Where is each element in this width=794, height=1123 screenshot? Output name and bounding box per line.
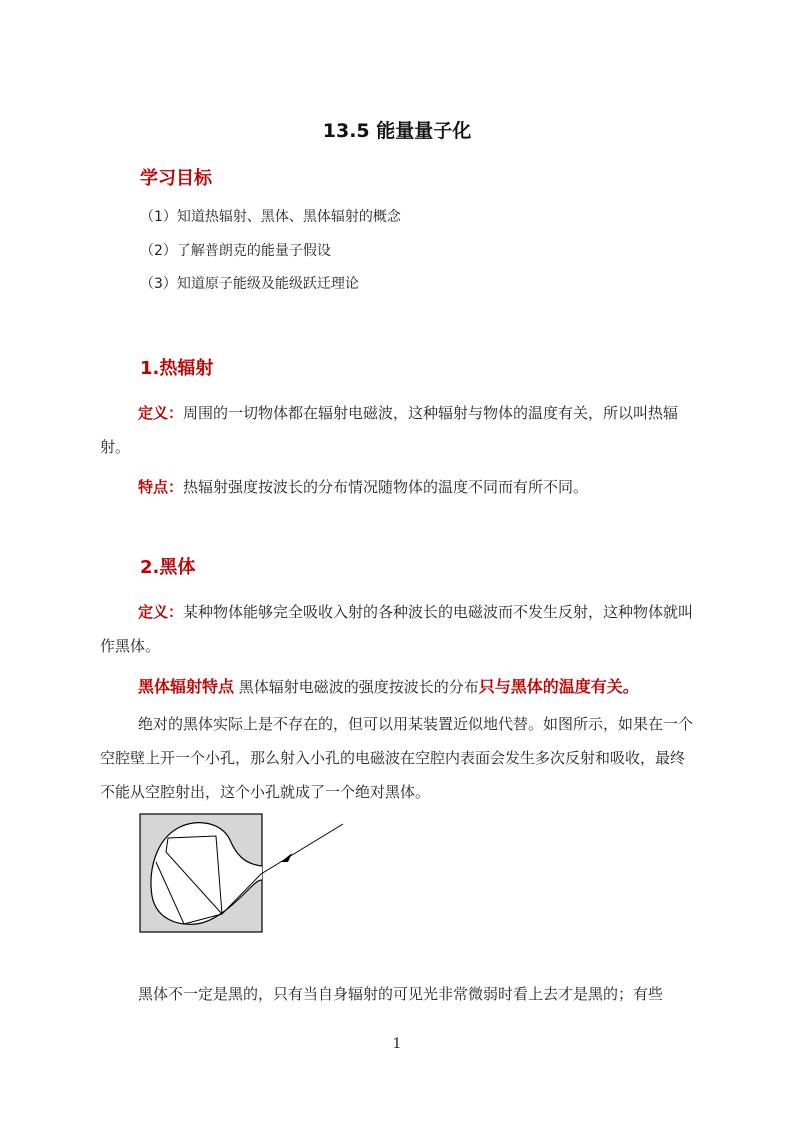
goal-item-2: （2）了解普朗克的能量子假设 <box>140 243 331 259</box>
section1-definition <box>100 396 694 464</box>
section2-feat-emph: 只与黑体的温度有关。 <box>478 677 639 696</box>
section2-feat-text: 黑体辐射电磁波的强度按波长的分布 <box>234 678 479 696</box>
section1-feature <box>100 470 694 504</box>
section2-heading: 2.黑体 <box>140 557 196 578</box>
page-title: 13.5 能量量子化 <box>322 120 472 142</box>
section2-feature <box>100 670 694 704</box>
goals-heading: 学习目标 <box>140 168 212 189</box>
section1-def-label: 定义： <box>138 404 184 422</box>
section2-def-label: 定义： <box>138 603 184 621</box>
section1-def-text: 周围的一切物体都在辐射电磁波，这种辐射与物体的温度有关，所以叫热辐射。 <box>100 404 679 456</box>
section1-feat-text: 热辐射强度按波长的分布情况随物体的温度不同而有所不同。 <box>183 478 589 496</box>
section2-definition <box>100 595 694 663</box>
blackbody-cavity-figure <box>138 812 348 936</box>
section2-explanation: 绝对的黑体实际上是不存在的，但可以用某装置近似地代替。如图所示，如果在一个空腔壁上开一个小孔，那么射入小孔的电磁波在空腔内表面会发生多次反射和吸收，最终不能从空腔射出，这个小孔就成了一个绝对黑体。 <box>100 715 694 801</box>
arrowhead <box>281 853 292 862</box>
goal-item-3: （3）知道原子能级及能级跃迁理论 <box>140 276 359 292</box>
goal-item-1: （1）知道热辐射、黑体、黑体辐射的概念 <box>140 209 401 225</box>
section2-next-paragraph: 黑体不一定是黑的，只有当自身辐射的可见光非常微弱时看上去才是黑的；有些 <box>138 985 664 1003</box>
section1-feat-label: 特点： <box>138 478 184 496</box>
section2-def-text: 某种物体能够完全吸收入射的各种波长的电磁波而不发生反射，这种物体就叫作黑体。 <box>100 603 694 655</box>
section2-feat-label: 黑体辐射特点 <box>138 677 235 696</box>
page-number: 1 <box>392 1036 402 1052</box>
section1-heading: 1.热辐射 <box>140 358 214 379</box>
